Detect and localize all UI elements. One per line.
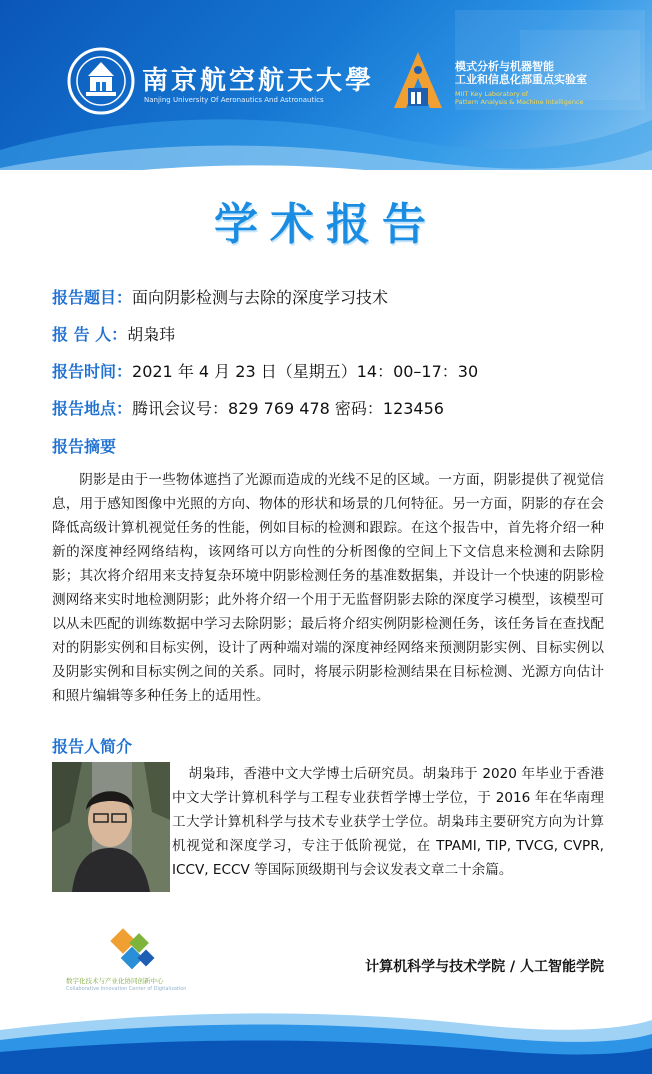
institute-english-name [455, 90, 584, 106]
bio-block [52, 762, 604, 894]
topic-label: 报告题目： [52, 288, 133, 307]
lab-logo-icon [392, 50, 444, 110]
bio-heading: 报告人简介 [52, 737, 133, 756]
center-logo-icon [110, 928, 158, 976]
time-value: 2021 年 4 月 23 日（星期五）14：00–17：30 [132, 362, 479, 381]
institute-english-line2: Pattern Analysis & Machine Intelligence [455, 98, 584, 106]
institute-name-line1: 模式分析与机器智能 [455, 60, 554, 73]
time-row [52, 359, 478, 385]
institute-english-line1: MIIT Key Laboratory of [455, 90, 529, 98]
nuaa-seal-icon [66, 46, 136, 116]
center-english-name: Collaborative Innovation Center of Digitalization [66, 986, 187, 992]
university-name: 南京航空航天大學 [142, 66, 375, 96]
institute-name-line2: 工业和信息化部重点实验室 [455, 73, 587, 86]
bio-text: 胡枭玮，香港中文大学博士后研究员。胡枭玮于 2020 年毕业于香港中文大学计算机科学与工程专业获哲学博士学位，于 2016 年在华南理工大学计算机科学与技术专业获学士学位。胡枭玮主要研究方向为计算机视觉和深度学习，专注于低阶视觉，在 TPAMI, TIP, TVCG, CVPR, ICCV, ECCV 等国际顶级期刊与会议发表文章二十余篇。 [172, 766, 604, 878]
place-value: 腾讯会议号：829 769 478 密码：123456 [132, 399, 444, 418]
university-english-name: Nanjing University Of Aeronautics And Astronautics [144, 96, 324, 104]
abstract-text: 阴影是由于一些物体遮挡了光源而造成的光线不足的区域。一方面，阴影提供了视觉信息，用于感知图像中光照的方向、物体的形状和场景的几何特征。另一方面，阴影的存在会降低高级计算机视觉任务的性能，例如目标的检测和跟踪。在这个报告中，首先将介绍一种新的深度神经网络结构，该网络可以方向性的分析图像的空间上下文信息来检测和去除阴影；其次将介绍用来支持复杂环境中阴影检测任务的基准数据集，并设计一个快速的阴影检测网络来实时地检测阴影；此外将介绍一个用于无监督阴影去除的深度学习模型，该模型可以从未匹配的训练数据中学习去除阴影；最后将介绍实例阴影检测任务，该任务旨在查找配对的阴影实例和目标实例，设计了两种端对端的深度神经网络来预测阴影实例、目标实例以及阴影实例和目标实例之间的关系。同时，将展示阴影检测结果在目标检测、光源方向估计和照片编辑等多种任务上的适用性。 [52, 472, 604, 704]
time-label: 报告时间： [52, 362, 133, 381]
place-label: 报告地点： [52, 399, 133, 418]
place-row [52, 396, 444, 422]
footer-wave-decoration [0, 990, 652, 1074]
header-banner [0, 0, 652, 170]
institute-name [455, 60, 587, 86]
speaker-value: 胡枭玮 [127, 325, 176, 344]
school-name: 计算机科学与技术学院 / 人工智能学院 [365, 959, 604, 975]
speaker-label: 报 告 人： [52, 325, 128, 344]
page-title: 学术报告 [214, 199, 438, 250]
speaker-row [52, 322, 175, 348]
topic-row [52, 285, 388, 311]
abstract-heading: 报告摘要 [52, 437, 117, 456]
center-name: 数字化技术与产业化协同创新中心 [66, 977, 164, 985]
topic-value: 面向阴影检测与去除的深度学习技术 [132, 288, 389, 307]
